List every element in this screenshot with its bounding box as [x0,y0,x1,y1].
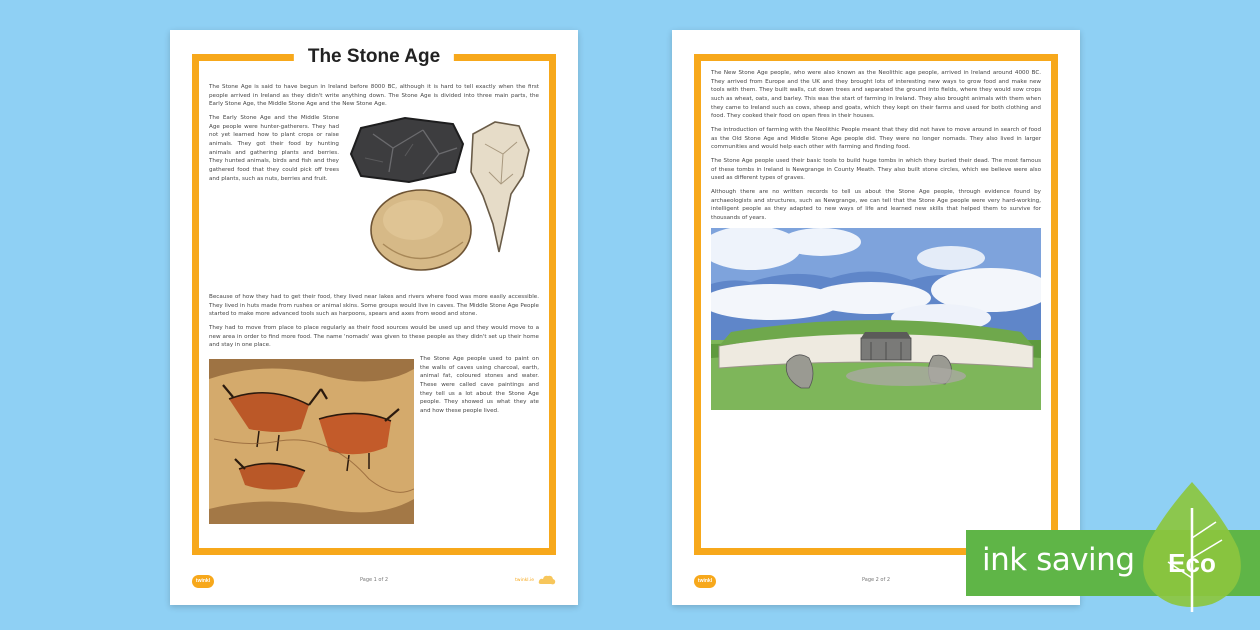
newgrange-tomb-image [711,228,1041,410]
page-2-border-frame [694,54,1058,555]
stone-tools-image [343,114,543,289]
twinkl-logo: twinkl [694,575,716,588]
nomads-paragraph: They had to move from place to place regularly as their food sources would be used up and they would move to a new area in order to find more food. The name 'nomads' was given to these people as they didn't set up their home and stay in one place. [209,324,539,349]
hunter-gatherer-section [209,114,539,289]
page-number: Page 2 of 2 [861,577,891,583]
habitat-paragraph: Because of how they had to get their food, they lived near lakes and rivers where food was more easily accessible. They lived in huts made from rushes or animal skins. Some groups would live in caves. The Middle Stone Age People started to make more advanced tools such as harpoons, spears and axes from wood and stone. [209,293,539,318]
eco-label: Eco [1168,548,1216,578]
cave-painting-paragraph: The Stone Age people used to paint on the walls of caves using charcoal, earth, animal fat, coloured stones and water. These were called cave paintings and they tell us a lot about the Stone Age people. They showed us what they ate and how these people lived. [420,355,539,414]
page-1-border-frame [192,54,556,555]
twinkl-logo: twinkl [192,575,214,588]
worksheet-page-2 [672,30,1080,605]
worksheet-page-1 [170,30,578,605]
records-paragraph: Although there are no written records to tell us about the Stone Age people, through evidence found by archaeologists and structures, such as Newgrange, we can tell that the Stone Age people were very hard-working, intelligent people as they adapted to new ways of life and learned new skills that helped them to survive for thousands of years. [711,188,1041,221]
cave-painting-section [209,355,539,525]
stone-tools-illustration [343,114,543,289]
page-title: The Stone Age [294,46,454,68]
page-1-footer [192,573,556,591]
intro-paragraph: The Stone Age is said to have begun in Ireland before 8000 BC, although it is hard to tell exactly when the first people arrived in Ireland as they didn't write anything down. The Stone Age is divided into three main parts, the Early Stone Age, the Middle Stone Age and the New Stone Age. [209,84,539,108]
page-number: Page 1 of 2 [359,577,389,583]
footer-cloud-icon [538,573,556,587]
cave-painting-image [209,359,414,524]
ink-saving-label: ink saving [982,542,1135,578]
tombs-paragraph: The Stone Age people used their basic tools to build huge tombs in which they buried their dead. The most famous of these tombs in Ireland is Newgrange in County Meath. They also built stone circles, which we believe were also used as different types of graves. [711,157,1041,182]
new-stone-age-paragraph: The New Stone Age people, who were also known as the Neolithic age people, arrived in Ireland around 4000 BC. They arrived from Europe and the UK and they brought lots of interesting new ways to grow food and make new tools with them. They built walls, cut down trees and separated the ground into fields, where they would sow crops such as wheat, oats, and barley. This was the start of farming in Ireland. They also brought animals with them when they came to Ireland such as cows, sheep and goats, which they kept on their farms and used for both clothing and food. They cooked their food on open fires in their houses. [711,70,1041,120]
eco-leaf-icon [1138,478,1246,616]
footer-website: twinkl.ie [515,578,534,583]
farming-paragraph: The introduction of farming with the Neolithic People meant that they did not have to move around in search of food as the Old Stone Age and Middle Stone Age people did. They were no longer nomads. They also lived in larger communities and would help each other with farming and finding food. [711,126,1041,151]
hunter-gatherer-paragraph: The Early Stone Age and the Middle Stone Age people were hunter-gatherers. They had not yet learned how to plant crops or raise animals. They got their food by hunting animals and gathering plants and berries. They hunted animals, birds and fish and they gathered food that they could pick off trees and plants, such as nuts, berries and fruit. [209,114,339,182]
